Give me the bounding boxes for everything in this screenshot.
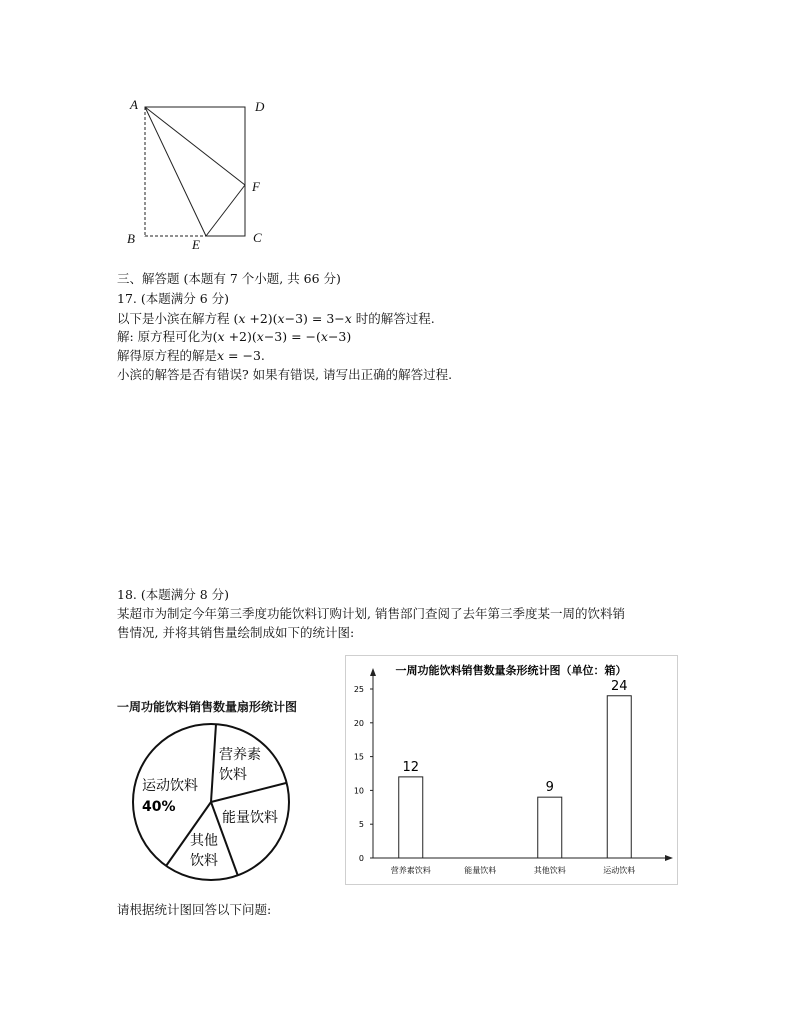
label-point-f: F: [252, 179, 260, 194]
bar-value-label: 24: [610, 678, 628, 694]
pie-label-other-1: 其他: [190, 833, 218, 849]
pie-chart: [130, 722, 300, 887]
q17-line3: 解得原方程的解是𝑥 = −3.: [117, 348, 265, 363]
bar-category-label: 能量饮料: [464, 866, 497, 875]
bar-chart-frame: [345, 655, 678, 885]
label-point-b: B: [127, 231, 135, 246]
bar-category-label: 运动饮料: [603, 866, 636, 875]
segment-af: [145, 107, 245, 185]
label-point-a: A: [130, 97, 138, 112]
q17-line4: 小滨的解答是否有错误? 如果有错误, 请写出正确的解答过程.: [117, 367, 453, 382]
bar-y-tick-label: 20: [353, 718, 364, 728]
bar-chart: [346, 656, 677, 884]
bar-category-label: 其他饮料: [533, 866, 566, 875]
bar-value-label: 9: [545, 780, 554, 796]
bar-y-tick-label: 5: [358, 820, 364, 830]
q18-title: 18. (本题满分 8 分): [117, 587, 230, 602]
segment-ae: [145, 107, 206, 236]
q17-title: 17. (本题满分 6 分): [117, 291, 230, 306]
bar-y-tick-label: 15: [353, 752, 364, 762]
bar-y-tick-label: 0: [358, 854, 364, 863]
q18-prompt: 请根据统计图回答以下问题:: [117, 902, 272, 917]
segment-ef: [206, 185, 245, 236]
bar-x-axis-arrow: [665, 855, 673, 861]
geometry-figure: [120, 95, 270, 255]
pie-label-nutrition-1: 营养素: [219, 747, 261, 763]
pie-label-energy: 能量饮料: [222, 810, 278, 826]
pie-chart-title: 一周功能饮料销售数量扇形统计图: [117, 700, 298, 714]
pie-label-other-2: 饮料: [190, 853, 218, 869]
rectangle-abcd: [145, 107, 245, 236]
pie-label-sport-1: 运动饮料: [142, 778, 198, 794]
bar-chart-title: 一周功能饮料销售数量条形统计图（单位：箱）: [395, 664, 627, 677]
q18-line1: 某超市为制定今年第三季度功能饮料订购计划, 销售部门查阅了去年第三季度某一周的饮料销: [117, 606, 625, 621]
label-point-c: C: [253, 230, 262, 245]
bar: [538, 797, 562, 858]
bar-category-label: 营养素饮料: [390, 866, 431, 875]
bar-y-axis-arrow: [370, 668, 376, 676]
bar-value-label: 12: [402, 759, 420, 775]
q17-line2: 解: 原方程可化为(𝑥 +2)(𝑥−3) = −(𝑥−3): [117, 329, 352, 344]
bar-y-tick-label: 10: [353, 786, 364, 796]
q18-line2: 售情况, 并将其销售量绘制成如下的统计图:: [117, 625, 355, 640]
label-point-d: D: [255, 99, 265, 114]
pie-label-sport-2: 40%: [142, 799, 176, 815]
bar: [399, 777, 423, 858]
pie-label-nutrition-2: 饮料: [219, 767, 247, 783]
label-point-e: E: [192, 237, 200, 252]
q17-line1: 以下是小滨在解方程 (𝑥 +2)(𝑥−3) = 3−𝑥 时的解答过程.: [117, 311, 435, 326]
bar: [607, 696, 631, 858]
section-heading: 三、解答题 (本题有 7 个小题, 共 66 分): [117, 271, 341, 286]
bar-y-tick-label: 25: [353, 685, 364, 694]
